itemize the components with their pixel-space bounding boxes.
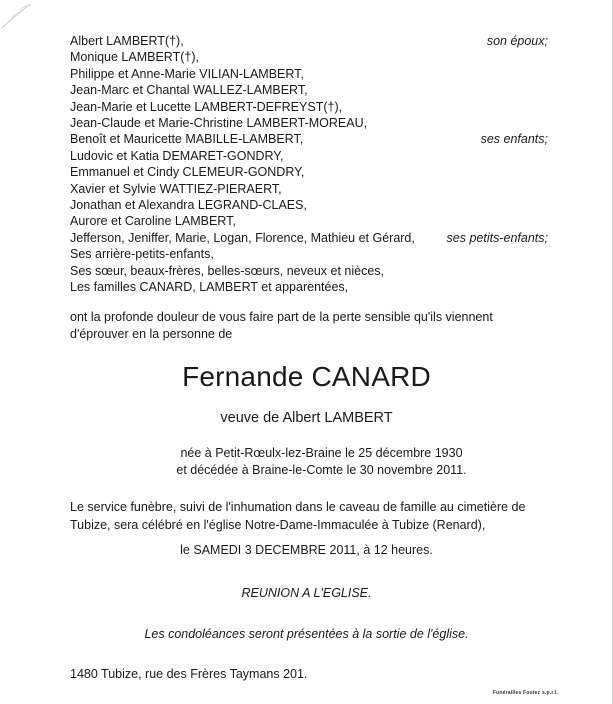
- birth-line: née à Petit-Rœulx-lez-Braine le 25 décembre 1930: [180, 446, 463, 460]
- family-relation-label: ses enfants;: [480, 132, 548, 147]
- family-member-name: Jonathan et Alexandra LEGRAND-CLAES,: [70, 198, 307, 213]
- birth-death-dates: [0, 445, 613, 479]
- service-text: Le service funèbre, suivi de l'inhumation dans le caveau de famille au cimetière de Tubize, sera célébré en l'église Notre-Dame-Immaculée à Tubize (Renard),: [70, 500, 526, 532]
- family-member-row: [70, 164, 548, 180]
- family-relation-label: ses petits-enfants;: [446, 230, 548, 245]
- family-relation-label: son époux;: [486, 34, 548, 48]
- family-member-name: Albert LAMBERT(†),: [70, 34, 184, 48]
- family-list: [70, 33, 548, 296]
- deceased-name: Fernande CANARD: [182, 361, 431, 392]
- family-member-name: Monique LAMBERT(†),: [70, 50, 199, 65]
- family-member-name: Philippe et Anne-Marie VILIAN-LAMBERT,: [70, 66, 304, 81]
- family-member-row: [70, 181, 548, 197]
- family-member-row: [70, 115, 548, 131]
- funeral-home-credit: Funérailles Foutez s.p.r.l.: [492, 690, 558, 696]
- family-member-row: [70, 246, 548, 262]
- family-member-name: Ses arrière-petits-enfants,: [70, 247, 214, 262]
- family-member-row: [70, 131, 548, 147]
- condolences-notice: Les condoléances seront présentées à la sortie de l'église.: [144, 627, 469, 641]
- family-member-row: [70, 49, 548, 65]
- family-member-name: Aurore et Caroline LAMBERT,: [70, 214, 236, 229]
- family-member-name: Emmanuel et Cindy CLEMEUR-GONDRY,: [70, 165, 305, 180]
- floral-corner-icon: [0, 0, 40, 30]
- death-line: et décédée à Braine-le-Comte le 30 novembre 2011.: [176, 463, 467, 477]
- family-member-name: Jefferson, Jeniffer, Marie, Logan, Florence, Mathieu et Gérard,: [70, 230, 415, 245]
- family-member-name: Jean-Marie et Lucette LAMBERT-DEFREYST(†),: [70, 99, 343, 114]
- widow-of-line: veuve de Albert LAMBERT: [220, 410, 393, 426]
- family-member-name: Benoît et Mauricette MABILLE-LAMBERT,: [70, 132, 304, 147]
- family-member-name: Ludovic et Katia DEMARET-GONDRY,: [70, 148, 284, 163]
- intro-text: ont la profonde douleur de vous faire part de la perte sensible qu'ils viennent d'éprouver en la personne de: [70, 310, 493, 341]
- family-address: 1480 Tubize, rue des Frères Taymans 201.: [70, 667, 308, 681]
- family-member-name: Jean-Marc et Chantal WALLEZ-LAMBERT,: [70, 83, 308, 98]
- family-member-name: Les familles CANARD, LAMBERT et apparentées,: [70, 280, 349, 295]
- family-member-row: [70, 263, 548, 279]
- family-member-name: Jean-Claude et Marie-Christine LAMBERT-MOREAU,: [70, 116, 368, 131]
- family-member-row: [70, 279, 548, 295]
- family-member-row: [70, 197, 548, 213]
- service-date: le SAMEDI 3 DECEMBRE 2011, à 12 heures.: [180, 543, 433, 557]
- family-member-row: [70, 230, 548, 246]
- family-member-row: [70, 66, 548, 82]
- family-member-row: [70, 99, 548, 115]
- family-member-row: [70, 213, 548, 229]
- family-member-row: [70, 33, 548, 49]
- family-member-name: Ses sœur, beaux-frères, belles-sœurs, neveux et nièces,: [70, 263, 385, 278]
- family-member-name: Xavier et Sylvie WATTIEZ-PIERAERT,: [70, 181, 282, 196]
- family-member-row: [70, 82, 548, 98]
- family-member-row: [70, 148, 548, 164]
- reunion-notice: REUNION A L'EGLISE.: [241, 586, 372, 600]
